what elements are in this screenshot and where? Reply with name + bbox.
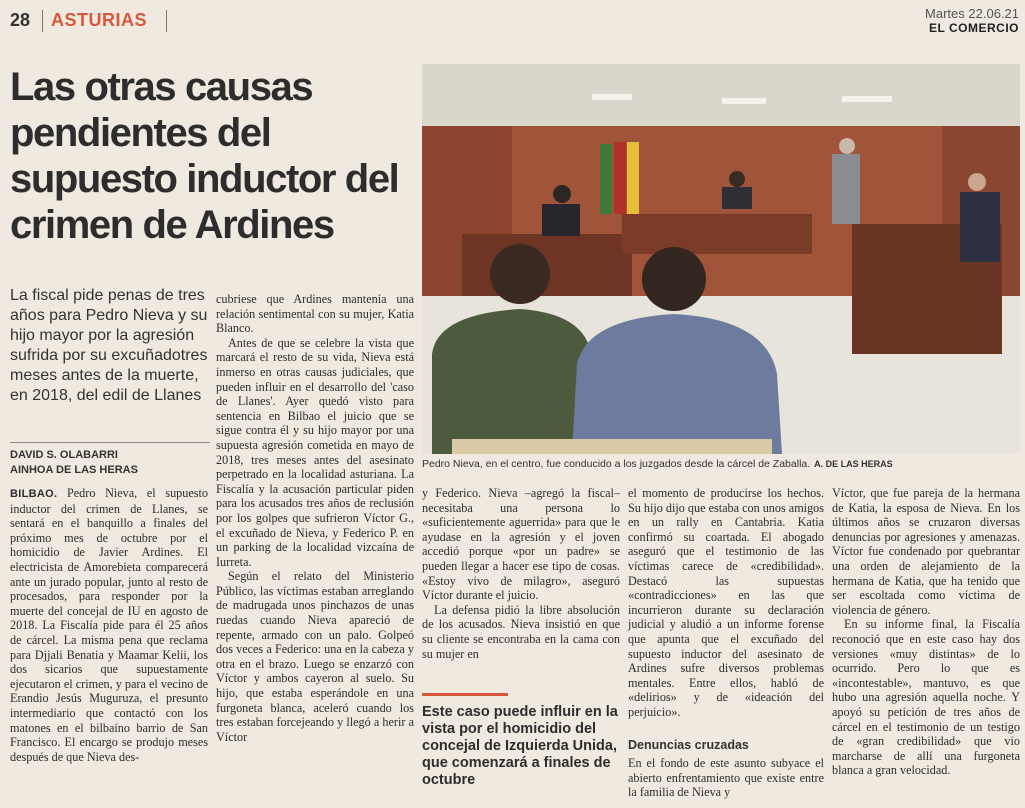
pull-quote: Este caso puede influir en la vista por el homicidio del concejal de Izquierda Unida, que comenzará a finales de octubre [422, 704, 618, 788]
caption-text: Pedro Nieva, en el centro, fue conducido a los juzgados desde la cárcel de Zaballa. [422, 458, 811, 470]
body-column-4-continued [628, 756, 824, 800]
photo-person [839, 138, 855, 154]
publication-date: Martes 22.06.21 [925, 6, 1019, 21]
courtroom-photo-illustration [422, 64, 1020, 454]
body-paragraph: En su informe final, la Fiscalía reconoció que en este caso hay dos versiones «muy distintas» de lo ocurrido. Pero lo que es «incontestable», mantuvo, es que hubo una agresión aquella noche. Y apoyó su petición de tres años de cárcel en el testimonio de un testigo de «gran credibilidad» que vio marcharse de allí una furgoneta blanca a gran velocidad. [832, 617, 1020, 778]
photo-light [592, 94, 632, 100]
body-paragraph [10, 486, 208, 764]
photo-person [542, 204, 580, 236]
article-authors [10, 448, 210, 478]
photo-credit: A. DE LAS HERAS [814, 459, 893, 469]
photo-flag [600, 144, 612, 214]
photo-person [553, 185, 571, 203]
photo-flag [627, 142, 639, 214]
photo-person [722, 187, 752, 209]
body-paragraph: En el fondo de este asunto subyace el abierto enfrentamiento que existe entre la familia de Nieva y [628, 756, 824, 800]
body-column-2 [216, 292, 414, 744]
body-paragraph: Según el relato del Ministerio Público, las víctimas estaban arreglando de madrugada unos pinchazos de unas ruedas cuando Nieva apareció de repente, armado con un palo. Golpeó dos veces a Federico: una en la cabeza y otra en el brazo. Luego se enzarzó con Víctor y ambos cayeron al suelo. Su hijo, que estaba esperándole en una furgoneta blanca, aceleró cuando los tres estaban forcejeando y llegó a herir a Víctor [216, 569, 414, 744]
body-paragraph: y Federico. Nieva –agregó la fiscal– necesitaba una persona lo «suficientemente aguerrida» para que le ayudase en la agresión y el joven accedió porque «por un padre» se pueden llegar a hacer ese tipo de cosas. «Estoy vivo de milagro», aseguró Víctor durante el juicio. [422, 486, 620, 603]
article-photo [422, 64, 1020, 454]
body-column-3 [422, 486, 620, 661]
photo-defendant-head [490, 244, 550, 304]
body-paragraph: el momento de producirse los hechos. Su hijo dijo que estaba con unos amigos en un rally en Cantabria. Katia confirmó su coartada. El abogado aseguró que el testimonio de las víctimas carece de «credibilidad». Destacó las supuestas «contradicciones» en las que incurrieron durante su declaración judicial y aludió a un informe forense que apunta que el excuñado del supuesto inductor del asesinato de Ardines sufre diversos problemas mentales. Entre ellos, habló de «delirios» y de «ideación del perjuicio». [628, 486, 824, 719]
dateline: BILBAO. [10, 488, 58, 500]
photo-defendant-body [432, 309, 597, 454]
author-name: AINHOA DE LAS HERAS [10, 464, 138, 476]
section-name: ASTURIAS [51, 10, 148, 30]
author-name: DAVID S. OLABARRI [10, 449, 118, 461]
body-paragraph: Víctor, que fue pareja de la hermana de Katia, la esposa de Nieva. En los últimos años se cruzaron diversas denuncias por agresiones y amenazas. Víctor fue condenado por quebrantar una orden de alejamiento de la hermana de Katia, que ha tenido que ser escoltada como víctima de violencia de género. [832, 486, 1020, 617]
photo-table [452, 439, 772, 454]
photo-flag [614, 142, 626, 214]
photo-defendant-body [572, 314, 782, 454]
photo-ceiling [422, 64, 1020, 126]
photo-person [960, 192, 1000, 262]
header-divider [42, 10, 43, 32]
body-paragraph: cubriese que Ardines mantenía una relación sentimental con su mujer, Katia Blanco. [216, 292, 414, 336]
photo-light [722, 98, 766, 104]
body-column-4 [628, 486, 824, 720]
pull-quote-rule [422, 693, 508, 696]
body-paragraph: La defensa pidió la libre absolución de los acusados. Nieva insistió en que su cliente se encontraba en la cama con su mujer en [422, 602, 620, 661]
header-divider [166, 10, 167, 32]
article-headline: Las otras causas pendientes del supuesto inductor del crimen de Ardines [10, 65, 399, 247]
photo-person [832, 154, 860, 224]
photo-defendant-head [642, 247, 706, 311]
photo-person [968, 173, 986, 191]
page-number: 28 [10, 10, 31, 30]
section-subhead: Denuncias cruzadas [628, 738, 749, 752]
body-column-5 [832, 486, 1020, 778]
newspaper-name: EL COMERCIO [929, 21, 1019, 35]
authors-divider [10, 442, 210, 443]
paragraph-text: Pedro Nieva, el supuesto inductor del crimen de Llanes, se sentará en el banquillo a finales del próximo mes de octubre por el homicidio de Javier Ardines. El electricista de Amorebieta comparecerá ante un jurado popular, junto al resto de procesados, para responder por la muerte del concejal de IU en agosto de 2018. La Fiscalía pide para él 25 años de cárcel. La misma pena que reclama para Djjali Benatia y Maamar Kelii, los dos sicarios que supuestamente ejecutaron el crimen, y para el vecino de Erandio Jesús Muguruza, el presunto intermediario que contactó con los matones en el bilbaíno barrio de San Francisco. El encargo se produjo meses después de que Nieva des- [10, 486, 208, 764]
body-paragraph: Antes de que se celebre la vista que marcará el resto de su vida, Nieva está inmerso en otras causas judiciales, que pueden influir en el desarrollo del 'caso de Llanes'. Ayer quedó visto para sentencia en Bilbao el juicio que se sigue contra él y su hijo mayor por una supuesta agresión cometida en mayo de 2018, tres meses antes del asesinato perpetrado en la localidad asturiana. La Fiscalía y la acusación particular piden para los acusados tres años de reclusión por los golpes que sufrieron Víctor G., el excuñado de Nieva, y Federico P. en un parking de la localidad vizcaína de Iurreta. [216, 335, 414, 569]
photo-person [729, 171, 745, 187]
photo-light [842, 96, 892, 102]
article-subtitle: La fiscal pide penas de tres años para Pedro Nieva y su hijo mayor por la agresión sufrida por su excuñadotres meses antes de la muerte, en 2018, del edil de Llanes [10, 287, 208, 404]
photo-bench [622, 214, 812, 254]
body-column-1 [10, 486, 208, 764]
photo-caption [422, 458, 1020, 470]
